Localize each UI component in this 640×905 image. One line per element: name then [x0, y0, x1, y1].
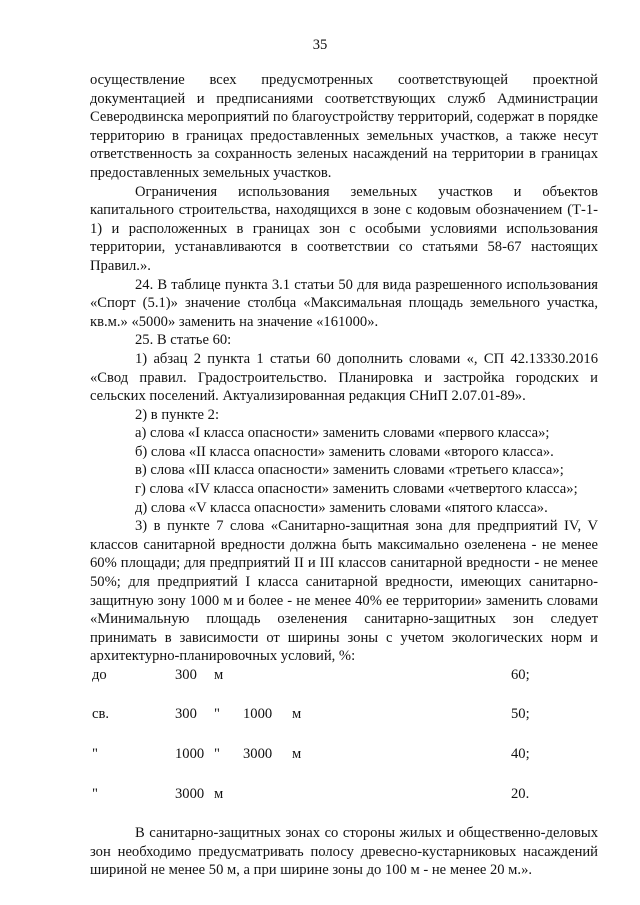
paragraph-item-25: 25. В статье 60:: [135, 332, 232, 349]
table-cell: 20.: [511, 786, 530, 802]
paragraph-continuation: осуществление всех предусмотренных соответствующей проектной документацией и предписаниями соответствующих служб Администрации Северодвинска мероприятий по благоустройству территорий, содержат в порядке территорию в границах предоставленных земельных участков, а также несут ответственность за сохранность зеленых насаждений на территории в границах предоставленных земельных участков.: [90, 72, 598, 181]
paragraph-restrictions: Ограничения использования земельных участков и объектов капитального строительства, находящихся в зоне с кодовым обозначением (Т-1-1) и расположенных в границах зон с особыми условиями использования территории, устанавливаются в соответствии со статьями 58-67 настоящих Правил.».: [90, 183, 598, 274]
table-cell: 1000: [175, 746, 205, 762]
paragraph-sub-2b: б) слова «II класса опасности» заменить словами «второго класса».: [135, 443, 554, 460]
paragraph-sub-3: 3) в пункте 7 слова «Санитарно-защитная зона для предприятий IV, V классов санитарной вредности должна быть максимально озеленена - не менее 60% площади; для предприятий II и III классов санитарной вредности - не менее 50%; для предприятий I класса санитарной вредности, имеющих санитарно-защитную зону 1000 м и более - не менее 40% ее территории» заменить словами «Минимальную площадь озеленения санитарно-защитных зон следует принимать в зависимости от ширины зоны с учетом экологических норм и архитектурно-планировочных условий, %:: [90, 518, 598, 665]
table-cell: м: [214, 667, 224, 683]
table-cell: ": [92, 786, 98, 802]
table-cell: 1000: [243, 706, 273, 722]
table-cell: 3000: [175, 786, 205, 802]
table-row: [90, 705, 598, 724]
table-cell: м: [214, 786, 224, 802]
table-row: [90, 666, 598, 685]
table-cell: 40;: [511, 746, 530, 762]
page-number: 35: [312, 37, 328, 53]
table-cell: м: [292, 746, 302, 762]
table-cell: 300: [175, 706, 197, 722]
table-cell: ": [214, 706, 220, 722]
table-cell: ": [92, 746, 98, 762]
table-cell: 300: [175, 667, 197, 683]
table-row: [90, 745, 598, 764]
greening-table: [90, 666, 598, 816]
paragraph-sub-2: 2) в пункте 2:: [135, 406, 220, 423]
table-cell: 50;: [511, 706, 530, 722]
paragraph-sanitary-zones: В санитарно-защитных зонах со стороны жилых и общественно-деловых зон необходимо предусматривать полосу древесно-кустарниковых насаждений шириной не менее 50 м, а при ширине зоны до 100 м - не менее 20 м.».: [90, 825, 598, 879]
paragraph-sub-2d: г) слова «IV класса опасности» заменить словами «четвертого класса»;: [135, 481, 578, 498]
table-cell: до: [92, 667, 107, 683]
document-body: [90, 71, 598, 880]
paragraph-sub-2c: в) слова «III класса опасности» заменить словами «третьего класса»;: [135, 462, 564, 479]
paragraph-sub-1: 1) абзац 2 пункта 1 статьи 60 дополнить словами «, СП 42.13330.2016 «Свод правил. Градостроительство. Планировка и застройка городских и сельских поселений. Актуализированная редакция СНиП 2.07.01-89».: [90, 350, 598, 405]
paragraph-item-24: 24. В таблице пункта 3.1 статьи 50 для вида разрешенного использования «Спорт (5.1)» значение столбца «Максимальная площадь земельного участка, кв.м.» «5000» заменить на значение «161000».: [90, 276, 598, 330]
table-cell: 60;: [511, 667, 530, 683]
table-row: [90, 785, 598, 804]
table-cell: ": [214, 746, 220, 762]
table-cell: св.: [92, 706, 110, 722]
table-cell: м: [292, 706, 302, 722]
paragraph-sub-2e: д) слова «V класса опасности» заменить словами «пятого класса».: [135, 499, 548, 516]
table-cell: 3000: [243, 746, 273, 762]
paragraph-sub-2a: а) слова «I класса опасности» заменить словами «первого класса»;: [135, 425, 550, 442]
